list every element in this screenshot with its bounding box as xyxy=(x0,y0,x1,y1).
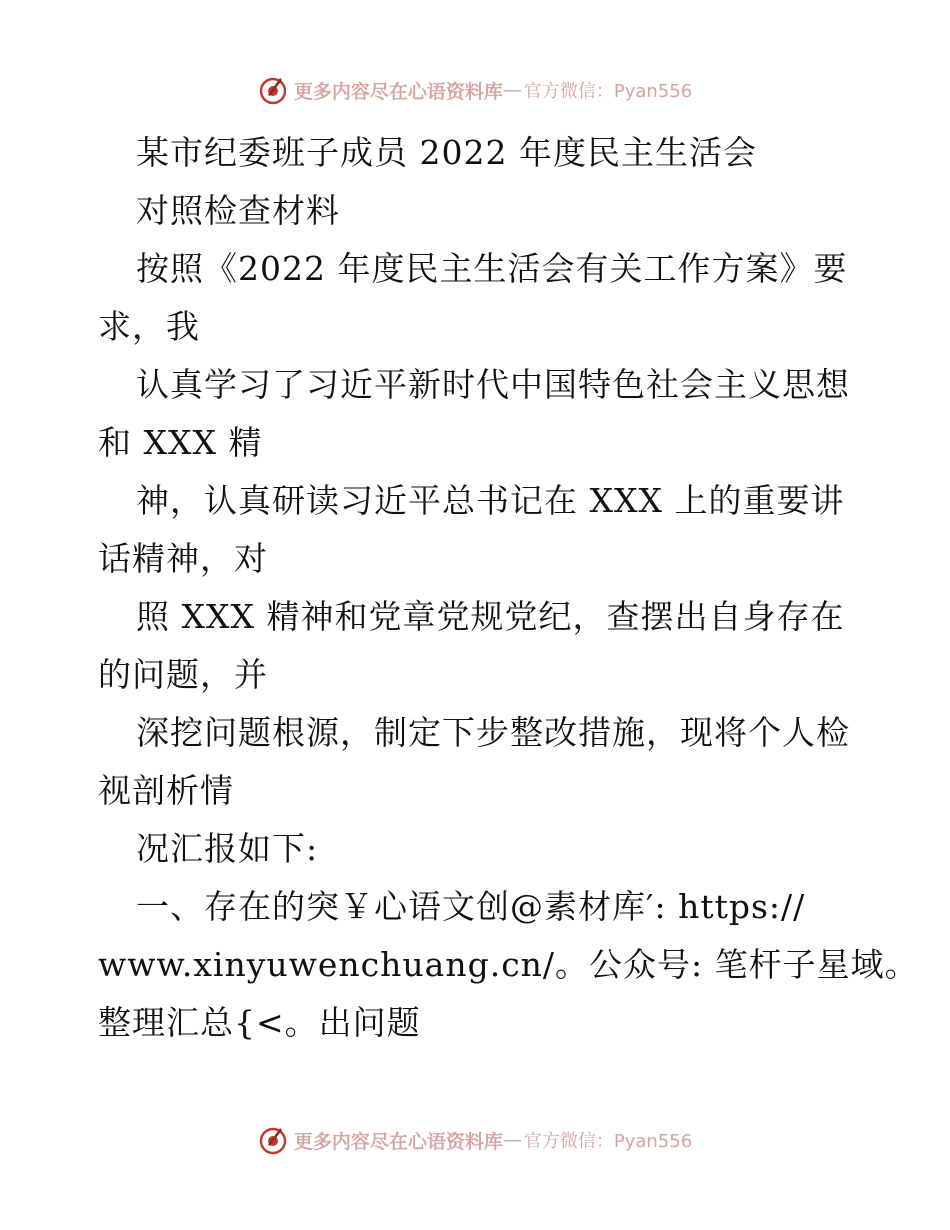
doc-line: 况汇报如下: xyxy=(136,829,319,868)
banner-separator: — xyxy=(502,79,522,101)
banner-wechat: 官方微信：Pyan556 xyxy=(523,81,693,102)
doc-line: 神，认真研读习近平总书记在 XXX 上的重要讲 xyxy=(136,481,845,520)
banner-separator: — xyxy=(502,1129,522,1151)
doc-line: 和 XXX 精 xyxy=(98,423,263,462)
footer-watermark-banner xyxy=(0,1120,950,1160)
doc-line: 的问题，并 xyxy=(98,655,268,694)
doc-line: 照 XXX 精神和党章党规党纪，查摆出自身存在 xyxy=(136,597,845,636)
banner-wechat: 官方微信：Pyan556 xyxy=(523,1131,693,1152)
doc-line: 话精神，对 xyxy=(98,539,268,578)
document-body xyxy=(98,124,919,1052)
doc-line: 整理汇总{<。出问题 xyxy=(98,1003,421,1042)
quill-seal-icon xyxy=(258,75,288,105)
doc-line: 认真学习了习近平新时代中国特色社会主义思想 xyxy=(136,365,850,404)
doc-line: 对照检查材料 xyxy=(136,191,340,230)
banner-title: 更多内容尽在心语资料库 xyxy=(293,1130,503,1153)
doc-line: 按照《2022 年度民主生活会有关工作方案》要 xyxy=(136,249,848,288)
doc-line: 一、存在的突￥心语文创@素材库′: https:// xyxy=(136,887,806,926)
quill-seal-icon xyxy=(258,1125,288,1155)
header-watermark-banner xyxy=(0,70,950,110)
doc-line: 某市纪委班子成员 2022 年度民主生活会 xyxy=(136,133,757,172)
doc-line: 求，我 xyxy=(98,307,200,346)
doc-line: 深挖问题根源，制定下步整改措施，现将个人检 xyxy=(136,713,850,752)
doc-line: www.xinyuwenchuang.cn/。公众号: 笔杆子星域。 xyxy=(98,945,919,984)
banner-title: 更多内容尽在心语资料库 xyxy=(293,80,503,103)
doc-line: 视剖析情 xyxy=(98,771,234,810)
